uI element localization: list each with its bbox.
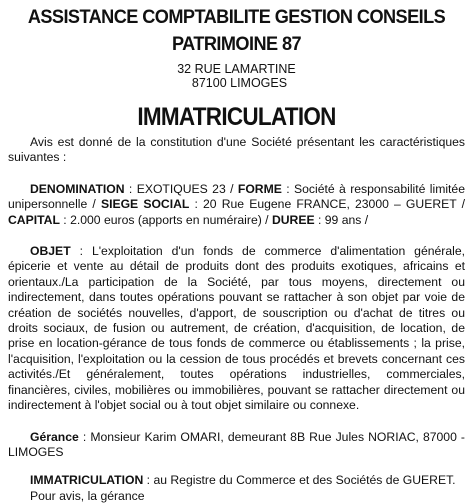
immatriculation-value: : au Registre du Commerce et des Sociétés de GUERET. [143, 473, 456, 488]
intro-paragraph: Avis est donné de la constitution d'une Société présentant les caractéristiques suivantes : [8, 135, 465, 165]
siege-value: : 20 Rue Eugene FRANCE, 23000 – GUERET / [189, 197, 465, 212]
company-name-line1: ASSISTANCE COMPTABILITE GESTION CONSEILS [27, 6, 446, 28]
closing-block [8, 473, 465, 504]
objet-label: OBJET [30, 244, 71, 259]
siege-label: SIEGE SOCIAL [100, 197, 190, 212]
signature-line: Pour avis, la gérance [30, 488, 145, 503]
gerance-value: : Monsieur Karim OMARI, demeurant 8B Rue Jules NORIAC, 87000 - LIMOGES [8, 429, 465, 459]
address-city: 87100 LIMOGES [191, 76, 288, 90]
address-street: 32 RUE LAMARTINE [177, 62, 296, 76]
denomination-value: : EXOTIQUES 23 / [124, 181, 238, 196]
denomination-label: DENOMINATION [30, 181, 125, 196]
forme-label: FORME [237, 181, 282, 196]
capital-value: : 2.000 euros (apports en numéraire) / [59, 212, 272, 227]
objet-paragraph [8, 244, 465, 413]
company-address [8, 62, 465, 90]
duree-label: DUREE [271, 212, 315, 227]
gerance-paragraph [8, 430, 465, 461]
company-name-line2: PATRIMOINE 87 [171, 33, 302, 55]
gerance-label: Gérance [30, 429, 79, 444]
objet-value: : L'exploitation d'un fonds de commerce d'alimentation générale, épicerie et vente au détail de produits dont des produits exotiques, africains et orientaux./La participation de la Société, par tous moyens, directement ou indirectement, dans toutes opérations pouvant se rattacher à son objet par voie de création de sociétés nouvelles, d'apport, de souscription ou d'achat de titres ou droits sociaux, de fusion ou autrement, de création, d'acquisition, de location, de prise en location-gérance de tous fonds de commerce ou établissements ; la prise, l'acquisition, l'exploitation ou la cession de tous procédés et brevets concernant ces activités./Et généralement, toutes opérations industrielles, commerciales, financières, civiles, mobilières ou immobilières, pouvant se rattacher directement ou indirectement à l'objet social ou à tout objet similaire ou connexe. [8, 244, 465, 413]
duree-value: : 99 ans / [314, 212, 369, 227]
notice-title: IMMATRICULATION [137, 103, 336, 131]
notice-body [8, 135, 465, 504]
immatriculation-paragraph [8, 473, 465, 488]
capital-label: CAPITAL [8, 212, 60, 227]
immatriculation-label: IMMATRICULATION [30, 473, 144, 488]
forme-value: : Société à responsabilité limitée unipersonnelle / [8, 181, 465, 212]
company-details-paragraph [8, 182, 465, 228]
